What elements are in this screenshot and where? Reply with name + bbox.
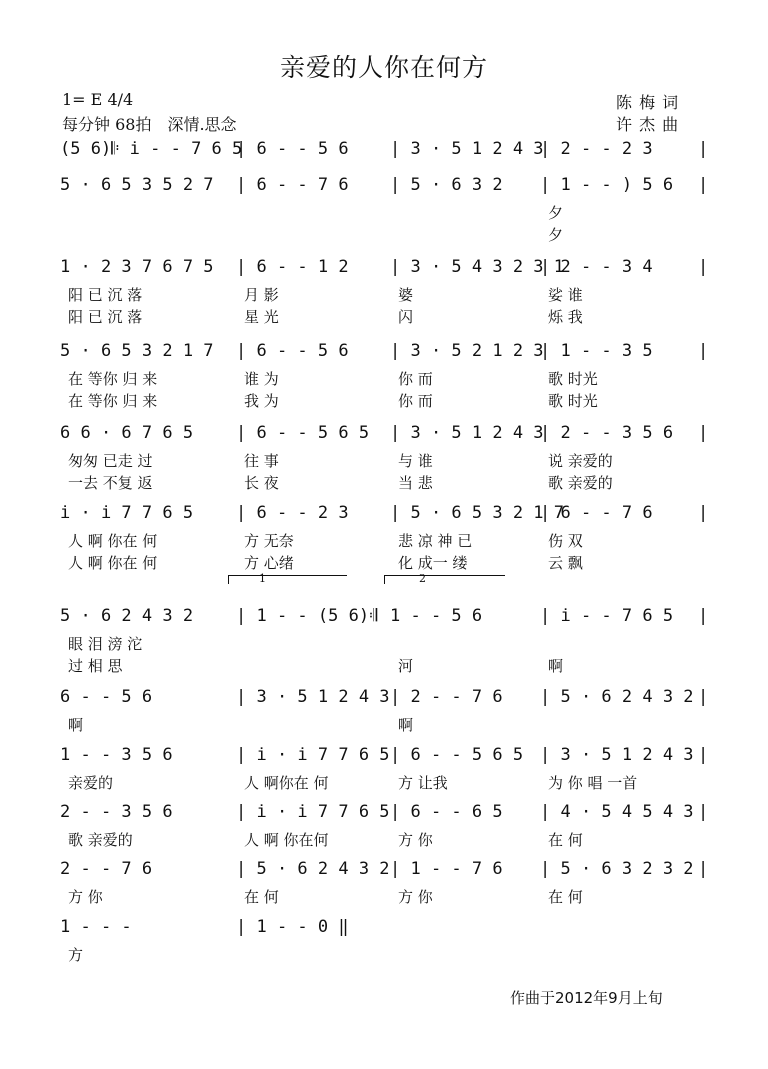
- measure: i̇ · i̇ 7 7 6 5: [60, 503, 194, 523]
- lyric-segment: 闪: [398, 308, 414, 326]
- lyric-segment: 人 啊 你在何: [244, 831, 329, 849]
- lyric-segment: 阳 已 沉 落: [68, 286, 143, 304]
- lyric-segment: 歌 时光: [548, 370, 598, 388]
- lyric-segment: 你 而: [398, 392, 433, 410]
- lyric-line: [60, 530, 708, 552]
- measure: 1 - - 5 6: [390, 606, 483, 626]
- lyric-line: [60, 472, 708, 494]
- lyric-line: [60, 655, 708, 677]
- second-ending-bracket: [384, 572, 505, 585]
- measure: |: [698, 341, 709, 361]
- lyric-segment: 啊: [548, 657, 564, 675]
- lyric-segment: 亲爱的: [68, 774, 114, 792]
- lyric-segment: 歌 亲爱的: [548, 474, 613, 492]
- lyric-segment: 方 你: [398, 831, 433, 849]
- lyric-segment: 当 悲: [398, 474, 433, 492]
- measure: | 4 · 5 4 5 4 3: [540, 802, 694, 822]
- first-ending-number: 1: [259, 572, 266, 585]
- notation-line: [60, 338, 708, 364]
- measure: 1 · 2 3 7 6 7 5: [60, 257, 214, 277]
- lyric-segment: 方 无奈: [244, 532, 294, 550]
- lyric-segment: 说 亲爱的: [548, 452, 613, 470]
- lyric-segment: 化 成一 缕: [398, 554, 468, 572]
- measure: | 1 - - 7 6: [390, 859, 503, 879]
- lyric-line: [60, 714, 708, 736]
- measure: 6 6 · 6 7 6 5: [60, 423, 194, 443]
- measure: |: [698, 139, 709, 159]
- lyric-segment: 一去 不复 返: [68, 474, 153, 492]
- measure: | 5 · 6 3 2 3 2: [540, 859, 694, 879]
- lyric-segment: 啊: [68, 716, 84, 734]
- lyric-segment: 人 啊 你在 何: [68, 532, 158, 550]
- measure: | 2 - - 7 6: [390, 687, 503, 707]
- measure: | 6 - - 5 6 5: [390, 745, 524, 765]
- lyric-line: [60, 944, 708, 966]
- lyric-segment: 匆匆 已走 过: [68, 452, 153, 470]
- lyric-segment: 婆: [398, 286, 414, 304]
- second-ending-number: 2: [419, 572, 426, 585]
- lyric-segment: 人 啊 你在 何: [68, 554, 158, 572]
- measure: |: [698, 175, 709, 195]
- lyric-segment: 在 何: [244, 888, 279, 906]
- lyric-line: [60, 450, 708, 472]
- lyric-segment: 过 相 思: [68, 657, 123, 675]
- lyric-segment: 在 等你 归 来: [68, 392, 158, 410]
- measure: | 3 · 5 1 2 4 3: [540, 745, 694, 765]
- measure: 2 - - 7 6: [60, 859, 153, 879]
- lyric-segment: 眼 泪 滂 沱: [68, 635, 143, 653]
- lyric-segment: 在 等你 归 来: [68, 370, 158, 388]
- notation-line: [60, 684, 708, 710]
- lyric-segment: 方 心绪: [244, 554, 294, 572]
- measure: | 1 - - 0 ‖: [236, 917, 349, 937]
- measure: | 6 - - 5 6: [236, 341, 349, 361]
- composer-credit: 许 杰 曲: [616, 115, 680, 134]
- lyric-segment: 歌 时光: [548, 392, 598, 410]
- tempo-marking: 每分钟 68拍 深情.思念: [62, 115, 237, 134]
- lyric-line: [60, 368, 708, 390]
- lyric-segment: 我 为: [244, 392, 279, 410]
- measure: | i̇ - - 7 6 5: [540, 606, 674, 626]
- measure: | 3 · 5 4 3 2 3 1: [390, 257, 564, 277]
- measure: |: [698, 606, 709, 626]
- measure: |: [698, 745, 709, 765]
- measure: | 6 - - 5 6: [236, 139, 349, 159]
- notation-line: [60, 420, 708, 446]
- measure: | 1 - - 3 5: [540, 341, 653, 361]
- lyric-segment: 人 啊你在 何: [244, 774, 329, 792]
- lyric-segment: 歌 亲爱的: [68, 831, 133, 849]
- lyric-segment: 方 让我: [398, 774, 448, 792]
- lyric-segment: 方 你: [68, 888, 103, 906]
- measure: | 2 - - 3 4: [540, 257, 653, 277]
- lyric-line: [60, 886, 708, 908]
- notation-line: [60, 742, 708, 768]
- lyric-line: [60, 390, 708, 412]
- measure: | 2 - - 2 3: [540, 139, 653, 159]
- notation-line: [60, 914, 708, 940]
- lyric-segment: 星 光: [244, 308, 279, 326]
- notation-line: [60, 856, 708, 882]
- lyric-segment: 往 事: [244, 452, 279, 470]
- measure: |: [698, 257, 709, 277]
- measure: 5 · 6 5 3 5 2 7: [60, 175, 214, 195]
- measure: | 6 - - 6 5: [390, 802, 503, 822]
- measure: 2 - - 3 5 6: [60, 802, 173, 822]
- lyric-segment: 与 谁: [398, 452, 433, 470]
- lyric-segment: 长 夜: [244, 474, 279, 492]
- lyric-line: [60, 306, 708, 328]
- measure: | i̇ · i̇ 7 7 6 5: [236, 802, 390, 822]
- lyric-segment: 在 何: [548, 888, 583, 906]
- measure: | 5 · 6 3 2: [390, 175, 503, 195]
- measure: | 2 - - 3 5 6: [540, 423, 674, 443]
- measure: |: [698, 802, 709, 822]
- lyric-segment: 方: [68, 946, 84, 964]
- lyric-segment: 你 而: [398, 370, 433, 388]
- lyric-segment: 方 你: [398, 888, 433, 906]
- lyric-segment: 云 飘: [548, 554, 583, 572]
- measure: 1 - - 3 5 6: [60, 745, 173, 765]
- measure: | 6 - - 7 6: [540, 503, 653, 523]
- lyric-segment: 烁 我: [548, 308, 583, 326]
- measure: |: [698, 423, 709, 443]
- measure: | 3 · 5 1 2 4 3: [390, 423, 544, 443]
- measure: (5 6)𝄆 i̇ - - 7 6 5: [60, 139, 243, 159]
- lyric-line: [60, 552, 708, 574]
- measure: | 1 - - ) 5 6: [540, 175, 674, 195]
- measure: | 1 - - (5 6)𝄇: [236, 606, 378, 626]
- lyric-segment: 伤 双: [548, 532, 583, 550]
- page-title: 亲爱的人你在何方: [279, 53, 488, 82]
- measure: 1 - - -: [60, 917, 132, 937]
- notation-line: [60, 799, 708, 825]
- measure: | 3 · 5 1 2 4 3: [390, 139, 544, 159]
- lyric-line: [60, 829, 708, 851]
- lyric-segment: 夕: [548, 204, 564, 222]
- notation-line: [60, 136, 708, 162]
- lyric-segment: 夕: [548, 226, 564, 244]
- measure: | 6 - - 7 6: [236, 175, 349, 195]
- lyric-segment: 月 影: [244, 286, 279, 304]
- measure: 5 · 6 2 4 3 2: [60, 606, 194, 626]
- first-ending-bracket: [228, 572, 347, 585]
- lyricist-credit: 陈 梅 词: [616, 93, 680, 112]
- notation-line: [60, 172, 708, 198]
- measure: | i̇ · i̇ 7 7 6 5: [236, 745, 390, 765]
- lyric-segment: 河: [398, 657, 414, 675]
- lyric-line: [60, 224, 708, 246]
- measure: | 5 · 6 2 4 3 2: [236, 859, 390, 879]
- lyric-line: [60, 772, 708, 794]
- lyric-line: [60, 633, 708, 655]
- measure: | 3 · 5 1 2 4 3: [236, 687, 390, 707]
- measure: | 5 · 6 5 3 2 1 7: [390, 503, 564, 523]
- lyric-segment: 悲 凉 神 已: [398, 532, 473, 550]
- measure: 5 · 6 5 3 2 1 7: [60, 341, 214, 361]
- measure: | 6 - - 2 3: [236, 503, 349, 523]
- measure: | 6 - - 5 6 5: [236, 423, 370, 443]
- lyric-segment: 啊: [398, 716, 414, 734]
- lyric-segment: 阳 已 沉 落: [68, 308, 143, 326]
- lyric-segment: 娑 谁: [548, 286, 583, 304]
- notation-line: [60, 254, 708, 280]
- measure: 6 - - 5 6: [60, 687, 153, 707]
- lyric-segment: 谁 为: [244, 370, 279, 388]
- notation-line: [60, 603, 708, 629]
- measure: |: [698, 859, 709, 879]
- lyric-line: [60, 284, 708, 306]
- lyric-line: [60, 202, 708, 224]
- measure: | 6 - - 1 2: [236, 257, 349, 277]
- measure: |: [698, 503, 709, 523]
- measure: | 3 · 5 2 1 2 3: [390, 341, 544, 361]
- measure: | 5 · 6 2 4 3 2: [540, 687, 694, 707]
- composition-date: 作曲于2012年9月上旬: [510, 989, 663, 1007]
- key-signature: 1= E 4/4: [62, 90, 134, 109]
- measure: |: [698, 687, 709, 707]
- notation-line: [60, 500, 708, 526]
- lyric-segment: 在 何: [548, 831, 583, 849]
- lyric-segment: 为 你 唱 一首: [548, 774, 638, 792]
